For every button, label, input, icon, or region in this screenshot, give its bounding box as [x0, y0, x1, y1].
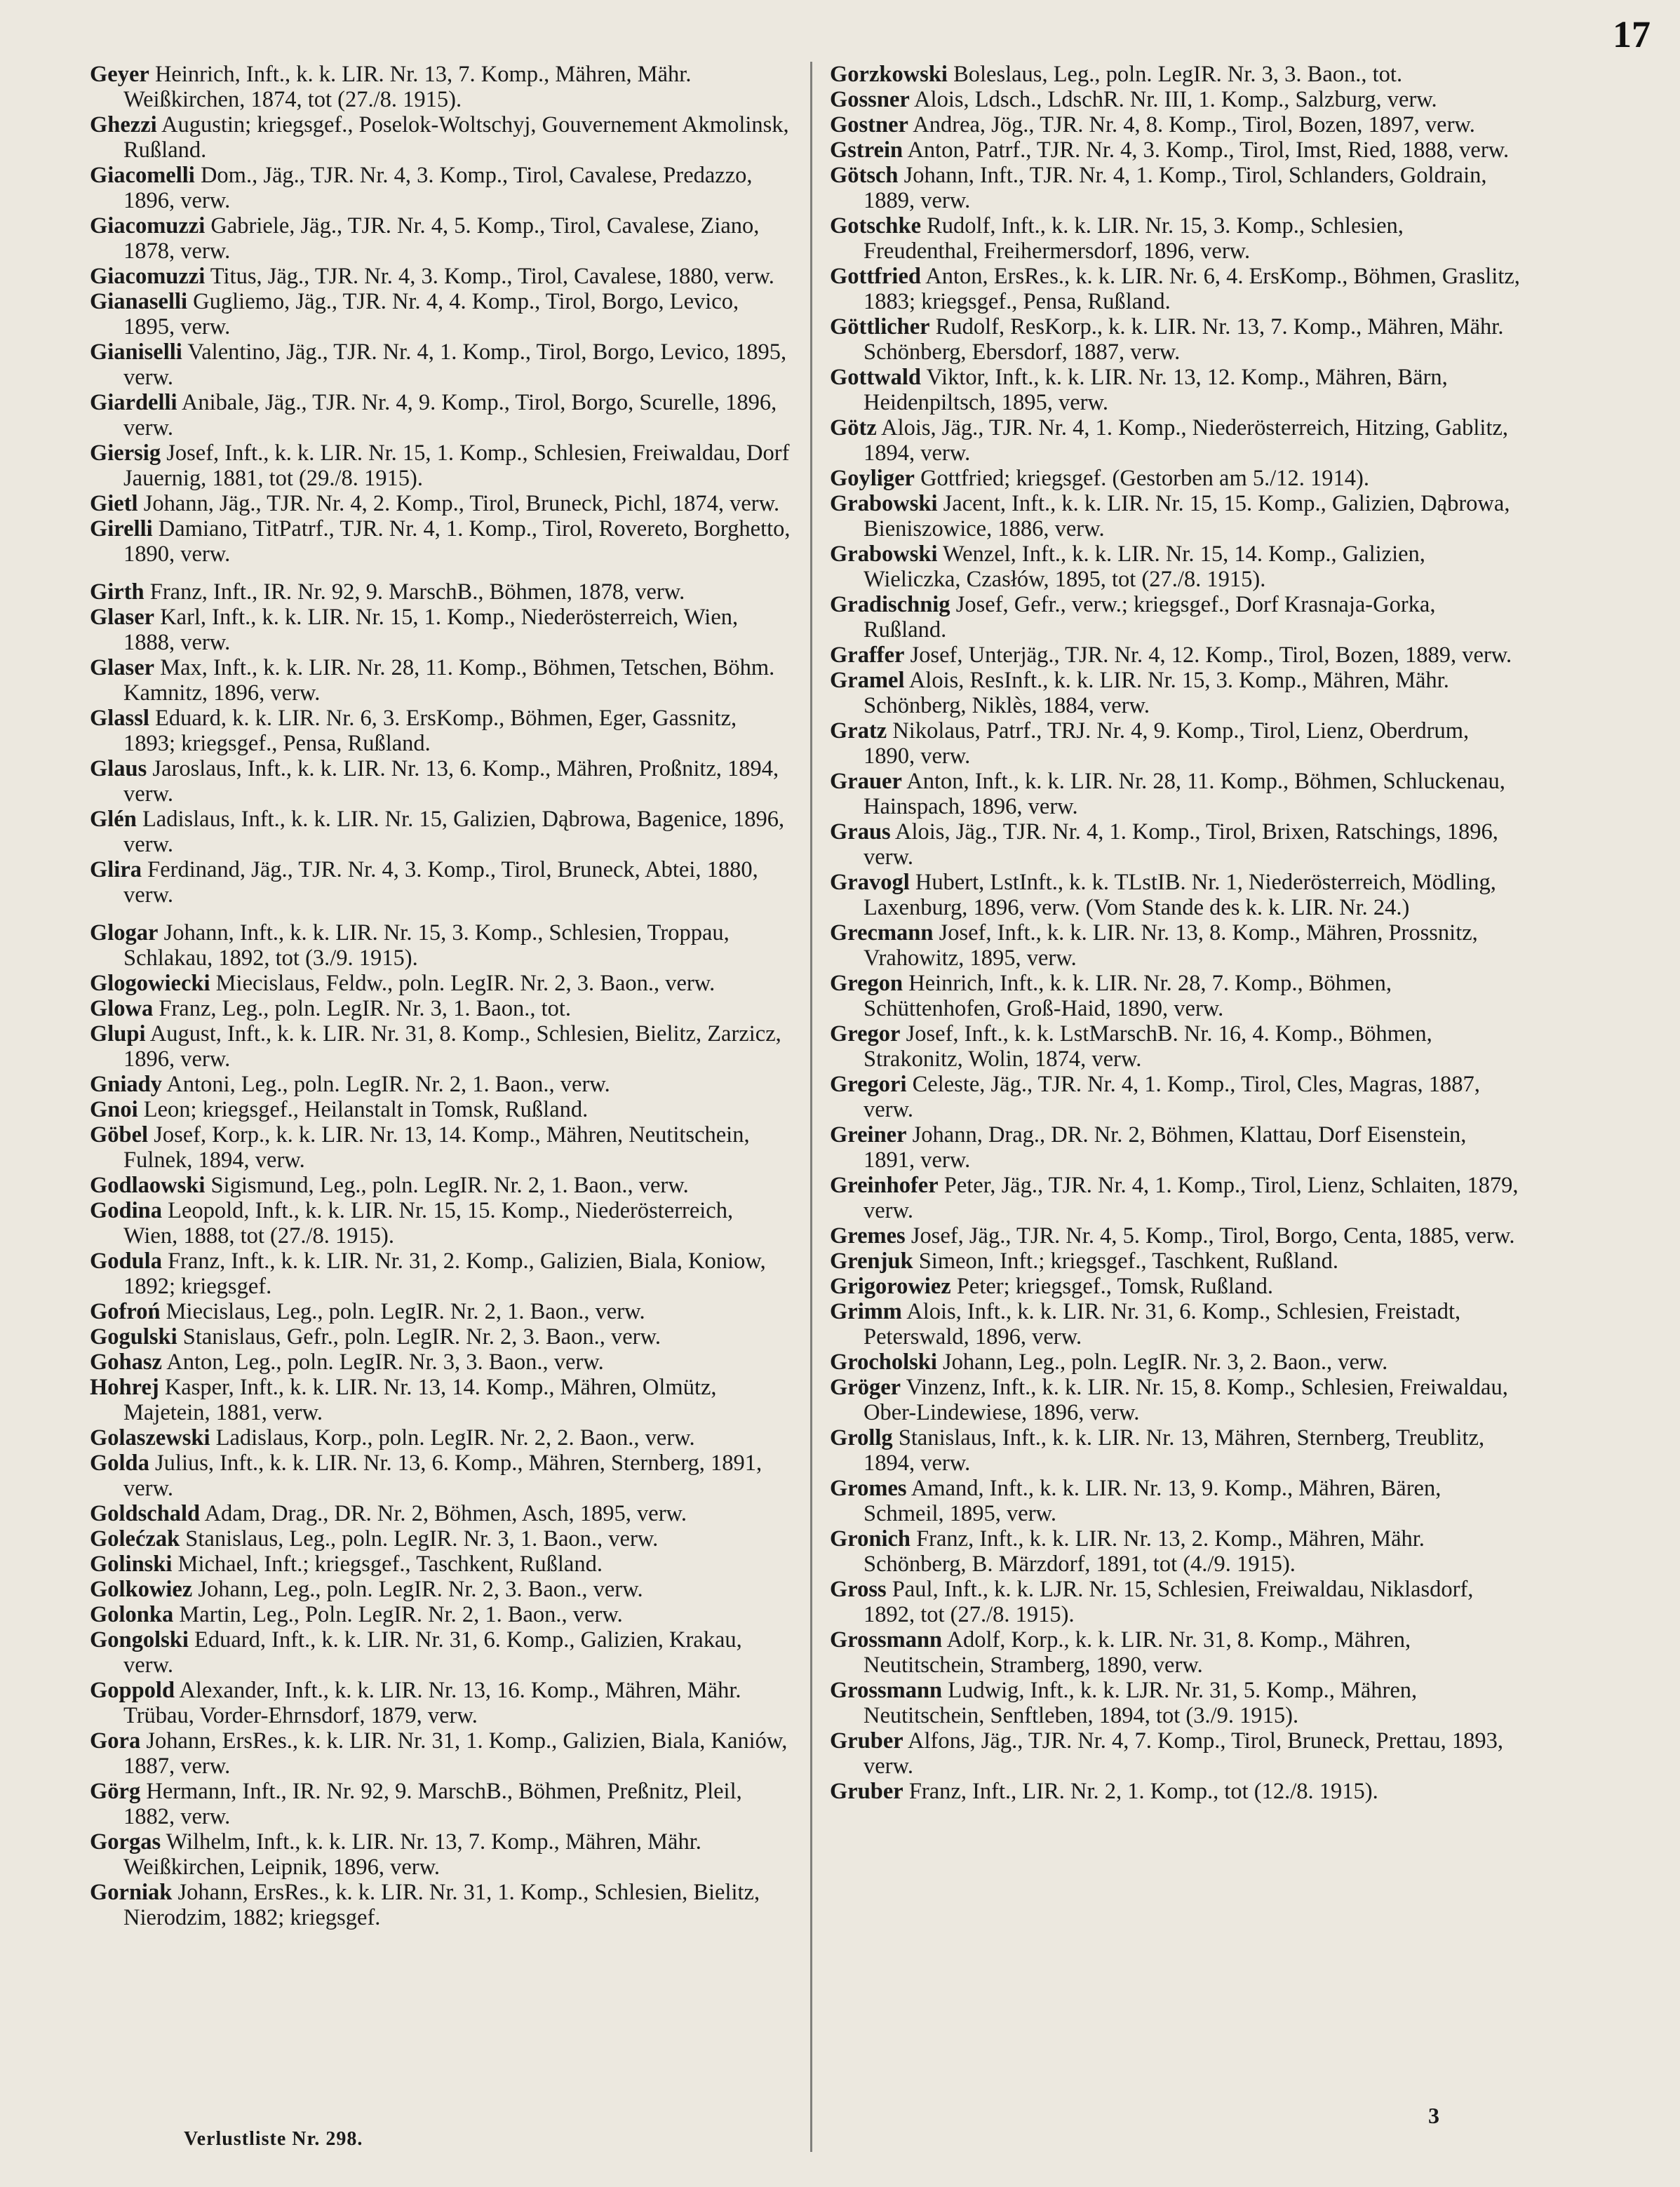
list-item	[90, 756, 791, 807]
entry-details: Rudolf, ResKorp., k. k. LIR. Nr. 13, 7. Komp., Mähren, Mähr. Schönberg, Ebersdorf, 1887, verw.	[863, 314, 1504, 365]
entry-details: Franz, Leg., poln. LegIR. Nr. 3, 1. Baon., tot.	[153, 996, 572, 1021]
entry-details: Alois, Ldsch., LdschR. Nr. III, 1. Komp., Salzburg, verw.	[909, 87, 1437, 112]
entry-details: Jaroslaus, Inft., k. k. LIR. Nr. 13, 6. Komp., Mähren, Proßnitz, 1894, verw.	[123, 756, 779, 807]
entry-surname: Grenjuk	[830, 1249, 913, 1274]
footer-signature: Verlustliste Nr. 298.	[184, 2128, 363, 2150]
list-item	[830, 769, 1523, 819]
entry-details: Johann, ErsRes., k. k. LIR. Nr. 31, 1. Komp., Schlesien, Bielitz, Nierodzim, 1882; kriegsgef.	[123, 1880, 760, 1930]
list-item	[830, 592, 1523, 642]
entry-details: Wilhelm, Inft., k. k. LIR. Nr. 13, 7. Komp., Mähren, Mähr. Weißkirchen, Leipnik, 1896, verw.	[123, 1829, 701, 1880]
entry-surname: Grecmann	[830, 920, 934, 946]
entry-details: Josef, Gefr., verw.; kriegsgef., Dorf Krasnaja-Gorka, Rußland.	[863, 592, 1436, 642]
list-item	[90, 1451, 791, 1501]
entry-details: Gottfried; kriegsgef. (Gestorben am 5./12. 1914).	[914, 466, 1369, 491]
list-item	[90, 112, 791, 163]
entry-details: Heinrich, Inft., k. k. LIR. Nr. 28, 7. Komp., Böhmen, Schüttenhofen, Groß-Haid, 1890, verw.	[863, 971, 1392, 1021]
list-item	[830, 491, 1523, 541]
entry-details: Anibale, Jäg., TJR. Nr. 4, 9. Komp., Tirol, Borgo, Scurelle, 1896, verw.	[123, 390, 777, 440]
entry-surname: Gromes	[830, 1476, 907, 1501]
entry-details: Alois, Jäg., TJR. Nr. 4, 1. Komp., Niederösterreich, Hitzing, Gablitz, 1894, verw.	[863, 415, 1509, 466]
entry-details: Nikolaus, Patrf., TRJ. Nr. 4, 9. Komp., Tirol, Lienz, Oberdrum, 1890, verw.	[863, 718, 1470, 769]
entry-surname: Girth	[90, 579, 145, 605]
list-item	[90, 1425, 791, 1451]
entry-surname: Golinski	[90, 1552, 173, 1577]
list-item	[90, 1324, 791, 1350]
entry-surname: Giacomuzzi	[90, 264, 206, 289]
entry-details: Hubert, LstInft., k. k. TLstIB. Nr. 1, Niederösterreich, Mödling, Laxenburg, 1896, verw. (Vom Stande des k. k. LIR. Nr. 24.)	[863, 870, 1496, 920]
entry-surname: Glaser	[90, 605, 155, 630]
entry-details: Paul, Inft., k. k. LJR. Nr. 15, Schlesien, Freiwaldau, Niklasdorf, 1892, tot (27./8. 1915).	[863, 1577, 1474, 1627]
entry-surname: Grossmann	[830, 1627, 943, 1653]
entry-surname: Graus	[830, 819, 891, 844]
entry-surname: Goyliger	[830, 466, 915, 491]
entry-details: Martin, Leg., Poln. LegIR. Nr. 2, 1. Baon., verw.	[173, 1602, 623, 1627]
list-item	[830, 1072, 1523, 1122]
entry-details: Wenzel, Inft., k. k. LIR. Nr. 15, 14. Komp., Galizien, Wieliczka, Czasłów, 1895, tot (27./8. 1915).	[863, 541, 1425, 592]
list-item	[90, 1829, 791, 1880]
entry-details: Max, Inft., k. k. LIR. Nr. 28, 11. Komp., Böhmen, Tetschen, Böhm. Kamnitz, 1896, verw.	[123, 655, 775, 706]
entry-surname: Götz	[830, 415, 877, 440]
entry-surname: Graffer	[830, 642, 905, 668]
entry-surname: Gongolski	[90, 1627, 189, 1653]
entry-surname: Golonka	[90, 1602, 174, 1627]
entry-details: Johann, Inft., k. k. LIR. Nr. 15, 3. Komp., Schlesien, Troppau, Schlakau, 1892, tot (3./9. 1915).	[123, 920, 730, 971]
entry-details: Anton, Patrf., TJR. Nr. 4, 3. Komp., Tirol, Imst, Ried, 1888, verw.	[903, 137, 1510, 163]
entry-surname: Glaus	[90, 756, 147, 781]
list-item	[90, 920, 791, 971]
list-item	[830, 264, 1523, 314]
list-item	[90, 163, 791, 213]
list-item	[830, 718, 1523, 769]
entry-details: Stanislaus, Inft., k. k. LIR. Nr. 13, Mähren, Sternberg, Treublitz, 1894, verw.	[863, 1425, 1485, 1476]
entry-details: Kasper, Inft., k. k. LIR. Nr. 13, 14. Komp., Mähren, Olmütz, Majetein, 1881, verw.	[123, 1375, 717, 1425]
entry-surname: Geyer	[90, 62, 149, 87]
entry-details: Valentino, Jäg., TJR. Nr. 4, 1. Komp., Tirol, Borgo, Levico, 1895, verw.	[123, 339, 787, 390]
entry-details: Johann, Leg., poln. LegIR. Nr. 2, 3. Baon., verw.	[192, 1577, 643, 1602]
entry-details: Julius, Inft., k. k. LIR. Nr. 13, 6. Komp., Mähren, Sternberg, 1891, verw.	[123, 1451, 762, 1501]
entry-surname: Greiner	[830, 1122, 907, 1148]
list-item	[830, 1627, 1523, 1678]
list-item	[90, 1173, 791, 1198]
list-item	[90, 1198, 791, 1249]
list-item	[90, 516, 791, 567]
list-item	[90, 1728, 791, 1779]
entry-details: Johann, Drag., DR. Nr. 2, Böhmen, Klattau, Dorf Eisenstein, 1891, verw.	[863, 1122, 1467, 1173]
list-item	[90, 1021, 791, 1072]
entry-details: Adolf, Korp., k. k. LIR. Nr. 31, 8. Komp., Mähren, Neutitschein, Stramberg, 1890, verw.	[863, 1627, 1411, 1678]
list-item	[830, 1122, 1523, 1173]
entry-details: Josef, Inft., k. k. LIR. Nr. 13, 8. Komp., Mähren, Prossnitz, Vrahowitz, 1895, verw.	[863, 920, 1478, 971]
entry-surname: Golda	[90, 1451, 149, 1476]
entry-details: Josef, Jäg., TJR. Nr. 4, 5. Komp., Tirol, Borgo, Centa, 1885, verw.	[905, 1223, 1515, 1249]
entry-details: Leopold, Inft., k. k. LIR. Nr. 15, 15. Komp., Niederösterreich, Wien, 1888, tot (27./8. 1915).	[123, 1198, 734, 1249]
entry-details: August, Inft., k. k. LIR. Nr. 31, 8. Komp., Schlesien, Bielitz, Zarzicz, 1896, verw.	[123, 1021, 781, 1072]
entry-details: Peter, Jäg., TJR. Nr. 4, 1. Komp., Tirol, Lienz, Schlaiten, 1879, verw.	[863, 1173, 1519, 1223]
entry-surname: Gniady	[90, 1072, 162, 1097]
entry-surname: Gossner	[830, 87, 910, 112]
list-item	[830, 415, 1523, 466]
entry-surname: Girelli	[90, 516, 153, 541]
list-item	[90, 1122, 791, 1173]
entry-surname: Giacomelli	[90, 163, 195, 188]
entry-surname: Gstrein	[830, 137, 903, 163]
list-item	[90, 857, 791, 908]
entry-details: Ladislaus, Korp., poln. LegIR. Nr. 2, 2. Baon., verw.	[210, 1425, 695, 1451]
entry-surname: Gratz	[830, 718, 887, 743]
list-item	[830, 870, 1523, 920]
entry-surname: Ghezzi	[90, 112, 157, 137]
list-item	[90, 1602, 791, 1627]
entry-surname: Glupi	[90, 1021, 146, 1047]
list-item	[90, 1097, 791, 1122]
entry-details: Celeste, Jäg., TJR. Nr. 4, 1. Komp., Tirol, Cles, Magras, 1887, verw.	[863, 1072, 1480, 1122]
entry-surname: Gregori	[830, 1072, 907, 1097]
entry-details: Anton, Inft., k. k. LIR. Nr. 28, 11. Komp., Böhmen, Schluckenau, Hainspach, 1896, verw.	[863, 769, 1505, 819]
list-item	[90, 264, 791, 289]
list-item	[830, 1577, 1523, 1627]
entry-surname: Gietl	[90, 491, 138, 516]
entry-surname: Gianaselli	[90, 289, 188, 314]
entry-details: Franz, Inft., LIR. Nr. 2, 1. Komp., tot (12./8. 1915).	[903, 1779, 1378, 1804]
entry-surname: Grigorowiez	[830, 1274, 951, 1299]
entry-details: Johann, Jäg., TJR. Nr. 4, 2. Komp., Tirol, Bruneck, Pichl, 1874, verw.	[137, 491, 780, 516]
entry-surname: Gregor	[830, 1021, 901, 1047]
entry-details: Miecislaus, Feldw., poln. LegIR. Nr. 2, 3. Baon., verw.	[210, 971, 715, 996]
list-item	[90, 996, 791, 1021]
entry-surname: Gotschke	[830, 213, 921, 238]
entry-details: Alois, Inft., k. k. LIR. Nr. 31, 6. Komp., Schlesien, Freistadt, Peterswald, 1896, verw.	[863, 1299, 1461, 1350]
list-item	[90, 1678, 791, 1728]
list-item	[830, 1728, 1523, 1779]
entry-surname: Glaser	[90, 655, 155, 680]
list-item	[90, 1526, 791, 1552]
list-item	[830, 1476, 1523, 1526]
list-item	[830, 1526, 1523, 1577]
entry-surname: Hohrej	[90, 1375, 159, 1400]
entry-details: Johann, Leg., poln. LegIR. Nr. 3, 2. Baon., verw.	[936, 1350, 1388, 1375]
list-item	[830, 920, 1523, 971]
entry-surname: Grabowski	[830, 541, 938, 567]
list-item	[90, 655, 791, 706]
entry-surname: Gora	[90, 1728, 141, 1754]
entry-surname: Grabowski	[830, 491, 938, 516]
entry-details: Josef, Korp., k. k. LIR. Nr. 13, 14. Komp., Mähren, Neutitschein, Fulnek, 1894, verw.	[123, 1122, 750, 1173]
entry-surname: Giacomuzzi	[90, 213, 206, 238]
entry-details: Rudolf, Inft., k. k. LIR. Nr. 15, 3. Komp., Schlesien, Freudenthal, Freihermersdorf, 1896, verw.	[863, 213, 1404, 264]
entry-details: Ladislaus, Inft., k. k. LIR. Nr. 15, Galizien, Dąbrowa, Bagenice, 1896, verw.	[123, 807, 785, 857]
entry-surname: Godina	[90, 1198, 162, 1223]
list-item	[830, 1299, 1523, 1350]
page-number: 17	[1613, 13, 1651, 55]
list-item	[90, 1501, 791, 1526]
entry-details: Vinzenz, Inft., k. k. LIR. Nr. 15, 8. Komp., Schlesien, Freiwaldau, Ober-Lindewiese, 1896, verw.	[863, 1375, 1508, 1425]
entry-surname: Grossmann	[830, 1678, 943, 1703]
entry-surname: Gogulski	[90, 1324, 177, 1350]
entry-details: Alois, Jäg., TJR. Nr. 4, 1. Komp., Tirol, Brixen, Ratschings, 1896, verw.	[863, 819, 1498, 870]
entry-surname: Grocholski	[830, 1350, 937, 1375]
entry-surname: Gottfried	[830, 264, 921, 289]
entry-details: Augustin; kriegsgef., Poselok-Woltschyj, Gouvernement Akmolinsk, Rußland.	[123, 112, 789, 163]
entry-details: Titus, Jäg., TJR. Nr. 4, 3. Komp., Tirol, Cavalese, 1880, verw.	[205, 264, 774, 289]
entry-details: Sigismund, Leg., poln. LegIR. Nr. 2, 1. Baon., verw.	[205, 1173, 689, 1198]
list-item	[90, 213, 791, 264]
entry-details: Heinrich, Inft., k. k. LIR. Nr. 13, 7. Komp., Mähren, Mähr. Weißkirchen, 1874, tot (27./8. 1915).	[123, 62, 692, 112]
list-item	[90, 1880, 791, 1930]
entry-details: Damiano, TitPatrf., TJR. Nr. 4, 1. Komp., Tirol, Rovereto, Borghetto, 1890, verw.	[123, 516, 791, 567]
list-item	[90, 339, 791, 390]
entry-surname: Goppold	[90, 1678, 175, 1703]
list-item	[90, 491, 791, 516]
list-item	[90, 1299, 791, 1324]
list-item	[830, 365, 1523, 415]
list-item	[90, 1249, 791, 1299]
list-item	[830, 1375, 1523, 1425]
list-item	[90, 971, 791, 996]
entry-surname: Gramel	[830, 668, 905, 693]
list-item	[830, 1779, 1523, 1804]
entry-surname: Godlaowski	[90, 1173, 206, 1198]
list-item	[90, 807, 791, 857]
list-item	[90, 1552, 791, 1577]
entry-surname: Glowa	[90, 996, 154, 1021]
entry-details: Antoni, Leg., poln. LegIR. Nr. 2, 1. Baon., verw.	[161, 1072, 610, 1097]
entry-details: Michael, Inft.; kriegsgef., Taschkent, Rußland.	[172, 1552, 603, 1577]
entry-surname: Gravogl	[830, 870, 910, 895]
entry-surname: Golećzak	[90, 1526, 180, 1552]
entry-details: Ferdinand, Jäg., TJR. Nr. 4, 3. Komp., Tirol, Bruneck, Abtei, 1880, verw.	[123, 857, 758, 908]
list-item	[90, 605, 791, 655]
list-item	[90, 62, 791, 112]
list-item	[90, 706, 791, 756]
list-item	[830, 466, 1523, 491]
list-item	[830, 62, 1523, 87]
entry-surname: Grollg	[830, 1425, 893, 1451]
list-item	[830, 1274, 1523, 1299]
entry-details: Josef, Inft., k. k. LstMarschB. Nr. 16, 4. Komp., Böhmen, Strakonitz, Wolin, 1874, verw.	[863, 1021, 1432, 1072]
entry-surname: Gofroń	[90, 1299, 161, 1324]
list-item	[830, 1678, 1523, 1728]
list-item	[90, 1627, 791, 1678]
entry-surname: Glogar	[90, 920, 159, 946]
list-item	[830, 314, 1523, 365]
entry-surname: Greinhofer	[830, 1173, 939, 1198]
list-item	[830, 1350, 1523, 1375]
entry-details: Ludwig, Inft., k. k. LJR. Nr. 31, 5. Komp., Mähren, Neutitschein, Senftleben, 1894, tot (3./9. 1915).	[863, 1678, 1418, 1728]
list-item	[90, 440, 791, 491]
column-divider	[810, 62, 812, 2152]
entry-surname: Glira	[90, 857, 142, 882]
list-item	[830, 1223, 1523, 1249]
entry-details: Gabriele, Jäg., TJR. Nr. 4, 5. Komp., Tirol, Cavalese, Ziano, 1878, verw.	[123, 213, 760, 264]
list-item	[830, 971, 1523, 1021]
entry-surname: Godula	[90, 1249, 162, 1274]
entry-details: Adam, Drag., DR. Nr. 2, Böhmen, Asch, 1895, verw.	[200, 1501, 687, 1526]
list-item	[830, 642, 1523, 668]
sheet-number: 3	[1428, 2103, 1439, 2128]
entry-surname: Gruber	[830, 1779, 903, 1804]
entry-surname: Gruber	[830, 1728, 903, 1754]
list-item	[830, 1425, 1523, 1476]
entry-surname: Gorgas	[90, 1829, 161, 1855]
entry-details: Eduard, Inft., k. k. LIR. Nr. 31, 6. Komp., Galizien, Krakau, verw.	[123, 1627, 742, 1678]
entry-details: Simeon, Inft.; kriegsgef., Taschkent, Rußland.	[913, 1249, 1338, 1274]
list-item	[830, 819, 1523, 870]
entry-details: Anton, ErsRes., k. k. LIR. Nr. 6, 4. ErsKomp., Böhmen, Graslitz, 1883; kriegsgef., Pensa, Rußland.	[863, 264, 1520, 314]
entry-surname: Gorniak	[90, 1880, 173, 1905]
list-item	[830, 213, 1523, 264]
list-item	[830, 112, 1523, 137]
entry-surname: Glogowiecki	[90, 971, 210, 996]
entry-surname: Gottwald	[830, 365, 921, 390]
entry-surname: Görg	[90, 1779, 141, 1804]
entry-surname: Gremes	[830, 1223, 906, 1249]
entry-surname: Gorzkowski	[830, 62, 948, 87]
entry-surname: Gradischnig	[830, 592, 950, 617]
entry-surname: Götsch	[830, 163, 899, 188]
entry-surname: Grimm	[830, 1299, 902, 1324]
list-item	[830, 668, 1523, 718]
entry-details: Miecislaus, Leg., poln. LegIR. Nr. 2, 1. Baon., verw.	[160, 1299, 645, 1324]
entry-details: Alfons, Jäg., TJR. Nr. 4, 7. Komp., Tirol, Bruneck, Prettau, 1893, verw.	[863, 1728, 1503, 1779]
entry-details: Dom., Jäg., TJR. Nr. 4, 3. Komp., Tirol, Cavalese, Predazzo, 1896, verw.	[123, 163, 753, 213]
list-item	[830, 1249, 1523, 1274]
list-item	[90, 1375, 791, 1425]
entry-surname: Glén	[90, 807, 137, 832]
entry-surname: Göbel	[90, 1122, 149, 1148]
entry-details: Amand, Inft., k. k. LIR. Nr. 13, 9. Komp., Mähren, Bären, Schmeil, 1895, verw.	[863, 1476, 1442, 1526]
entry-surname: Gohasz	[90, 1350, 162, 1375]
list-item	[90, 1577, 791, 1602]
list-item	[90, 579, 791, 605]
entry-surname: Gröger	[830, 1375, 901, 1400]
entry-details: Hermann, Inft., IR. Nr. 92, 9. MarschB., Böhmen, Preßnitz, Pleil, 1882, verw.	[123, 1779, 742, 1829]
entry-surname: Gronich	[830, 1526, 910, 1552]
entry-details: Eduard, k. k. LIR. Nr. 6, 3. ErsKomp., Böhmen, Eger, Gassnitz, 1893; kriegsgef., Pensa, Rußland.	[123, 706, 737, 756]
entry-details: Alexander, Inft., k. k. LIR. Nr. 13, 16. Komp., Mähren, Mähr. Trübau, Vorder-Ehrnsdorf, 1879, verw.	[123, 1678, 741, 1728]
entry-surname: Goldschald	[90, 1501, 201, 1526]
entry-details: Josef, Inft., k. k. LIR. Nr. 15, 1. Komp., Schlesien, Freiwaldau, Dorf Jauernig, 1881, tot (29./8. 1915).	[123, 440, 790, 491]
list-item	[90, 1779, 791, 1829]
entry-surname: Golaszewski	[90, 1425, 210, 1451]
entry-surname: Gregon	[830, 971, 903, 996]
entry-details: Franz, Inft., k. k. LIR. Nr. 31, 2. Komp., Galizien, Biala, Koniow, 1892; kriegsgef.	[123, 1249, 766, 1299]
entry-details: Peter; kriegsgef., Tomsk, Rußland.	[950, 1274, 1273, 1299]
entry-details: Franz, Inft., k. k. LIR. Nr. 13, 2. Komp., Mähren, Mähr. Schönberg, B. Märzdorf, 1891, tot (4./9. 1915).	[863, 1526, 1425, 1577]
list-item	[830, 1173, 1523, 1223]
entry-details: Franz, Inft., IR. Nr. 92, 9. MarschB., Böhmen, 1878, verw.	[144, 579, 685, 605]
list-item	[830, 137, 1523, 163]
entry-surname: Giersig	[90, 440, 161, 466]
entry-surname: Gianiselli	[90, 339, 182, 365]
entry-surname: Gostner	[830, 112, 908, 137]
left-column	[90, 62, 791, 1930]
entry-surname: Gross	[830, 1577, 887, 1602]
entry-details: Johann, Inft., TJR. Nr. 4, 1. Komp., Tirol, Schlanders, Goldrain, 1889, verw.	[863, 163, 1487, 213]
entry-details: Gugliemo, Jäg., TJR. Nr. 4, 4. Komp., Tirol, Borgo, Levico, 1895, verw.	[123, 289, 739, 339]
list-item	[90, 1072, 791, 1097]
entry-details: Viktor, Inft., k. k. LIR. Nr. 13, 12. Komp., Mähren, Bärn, Heidenpiltsch, 1895, verw.	[863, 365, 1448, 415]
list-item	[830, 87, 1523, 112]
entry-details: Anton, Leg., poln. LegIR. Nr. 3, 3. Baon., verw.	[161, 1350, 604, 1375]
list-item	[830, 1021, 1523, 1072]
entry-details: Jacent, Inft., k. k. LIR. Nr. 15, 15. Komp., Galizien, Dąbrowa, Bieniszowice, 1886, verw.	[863, 491, 1510, 541]
entry-details: Stanislaus, Leg., poln. LegIR. Nr. 3, 1. Baon., verw.	[180, 1526, 659, 1552]
entry-details: Leon; kriegsgef., Heilanstalt in Tomsk, Rußland.	[137, 1097, 589, 1122]
list-item	[90, 1350, 791, 1375]
entry-surname: Golkowiez	[90, 1577, 193, 1602]
entry-surname: Grauer	[830, 769, 902, 794]
entry-surname: Gnoi	[90, 1097, 138, 1122]
entry-details: Boleslaus, Leg., poln. LegIR. Nr. 3, 3. Baon., tot.	[947, 62, 1403, 87]
list-item	[90, 390, 791, 440]
entry-details: Stanislaus, Gefr., poln. LegIR. Nr. 2, 3. Baon., verw.	[177, 1324, 661, 1350]
entry-surname: Giardelli	[90, 390, 177, 415]
right-column	[830, 62, 1523, 1804]
list-item	[830, 541, 1523, 592]
entry-details: Alois, ResInft., k. k. LIR. Nr. 15, 3. Komp., Mähren, Mähr. Schönberg, Niklès, 1884, verw.	[863, 668, 1449, 718]
list-item	[830, 163, 1523, 213]
entry-surname: Göttlicher	[830, 314, 930, 339]
entry-details: Johann, ErsRes., k. k. LIR. Nr. 31, 1. Komp., Galizien, Biala, Kaniów, 1887, verw.	[123, 1728, 788, 1779]
entry-details: Andrea, Jög., TJR. Nr. 4, 8. Komp., Tirol, Bozen, 1897, verw.	[908, 112, 1475, 137]
entry-surname: Glassl	[90, 706, 149, 731]
list-item	[90, 289, 791, 339]
entry-details: Karl, Inft., k. k. LIR. Nr. 15, 1. Komp., Niederösterreich, Wien, 1888, verw.	[123, 605, 739, 655]
entry-details: Josef, Unterjäg., TJR. Nr. 4, 12. Komp., Tirol, Bozen, 1889, verw.	[904, 642, 1512, 668]
